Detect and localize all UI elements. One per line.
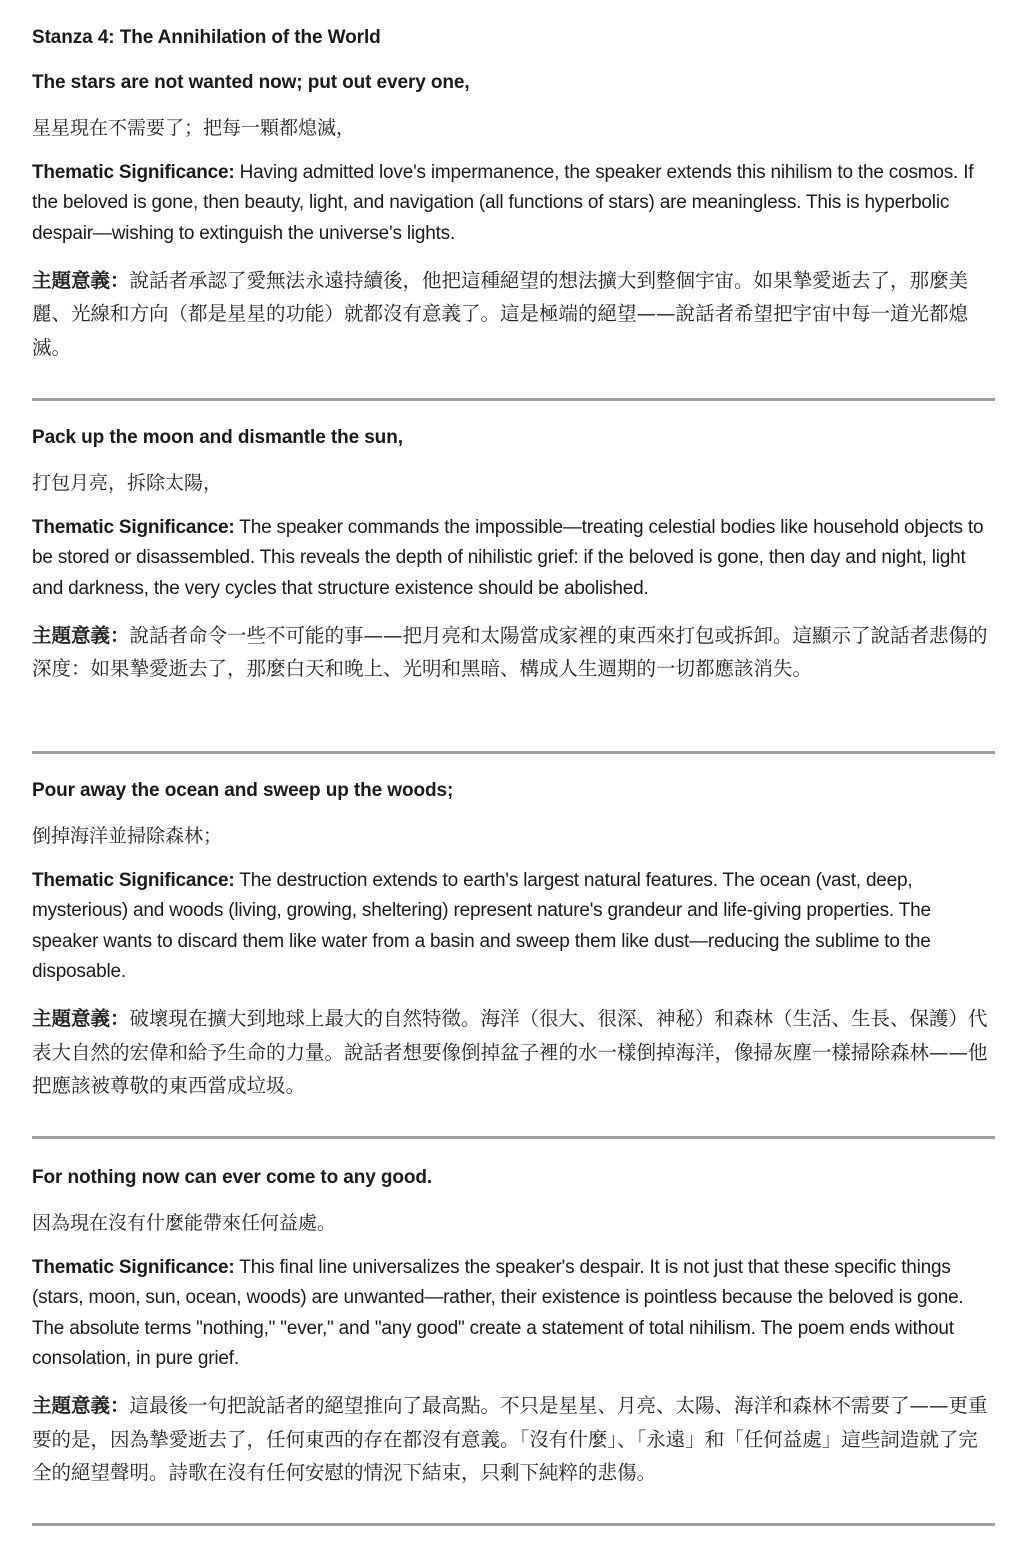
significance-zh	[32, 1002, 995, 1103]
section-divider	[32, 398, 995, 401]
poem-line-en: Pour away the ocean and sweep up the woods;	[32, 780, 454, 801]
significance-en	[32, 866, 995, 987]
significance-zh	[32, 264, 995, 365]
section-divider	[32, 751, 995, 754]
significance-text-en: The speaker commands the impossible—treating celestial bodies like household objects to be stored or disassembled. This reveals the depth of nihilistic grief: if the beloved is gone, then day and night, light and darkness, the very cycles that structure existence should be abolished.	[32, 517, 984, 599]
section-4	[32, 1164, 995, 1490]
significance-label-zh: 主題意義：	[32, 1394, 130, 1418]
significance-text-zh: 破壞現在擴大到地球上最大的自然特徵。海洋（很大、很深、神秘）和森林（生活、生長、保護）代表大自然的宏偉和給予生命的力量。說話者想要像倒掉盆子裡的水一樣倒掉海洋，像掃灰塵一樣掃除森林——他把應該被尊敬的東西當成垃圾。	[32, 1007, 988, 1098]
section-divider	[32, 1136, 995, 1139]
section-3	[32, 777, 995, 1103]
significance-label-en: Thematic Significance:	[32, 870, 235, 891]
significance-en	[32, 1253, 995, 1374]
significance-en	[32, 158, 995, 249]
significance-text-en: Having admitted love's impermanence, the speaker extends this nihilism to the cosmos. If the beloved is gone, then beauty, light, and navigation (all functions of stars) are meaningless. This is hyperbolic despair—wishing to extinguish the universe's lights.	[32, 162, 974, 244]
poem-line-zh: 星星現在不需要了；把每一顆都熄滅，	[32, 117, 356, 139]
significance-label-en: Thematic Significance:	[32, 517, 235, 538]
poem-line-en: For nothing now can ever come to any good.	[32, 1167, 433, 1188]
significance-en	[32, 513, 995, 604]
significance-label-en: Thematic Significance:	[32, 162, 235, 183]
significance-text-zh: 說話者承認了愛無法永遠持續後，他把這種絕望的想法擴大到整個宇宙。如果摯愛逝去了，那麼美麗、光線和方向（都是星星的功能）就都沒有意義了。這是極端的絕望——說話者希望把宇宙中每一道光都熄滅。	[32, 268, 969, 359]
section-divider	[32, 1523, 995, 1526]
significance-label-zh: 主題意義：	[32, 623, 130, 647]
significance-text-en: The destruction extends to earth's largest natural features. The ocean (vast, deep, mysterious) and woods (living, growing, sheltering) represent nature's grandeur and life-giving properties. The speaker wants to discard them like water from a basin and sweep them like dust—reducing the sublime to the disposable.	[32, 870, 931, 982]
poem-line-zh: 打包月亮，拆除太陽，	[32, 472, 223, 494]
significance-text-zh: 說話者命令一些不可能的事——把月亮和太陽當成家裡的東西來打包或拆卸。這顯示了說話者悲傷的深度：如果摯愛逝去了，那麼白天和晚上、光明和黑暗、構成人生週期的一切都應該消失。	[32, 623, 988, 681]
poem-line-zh: 因為現在沒有什麼能帶來任何益處。	[32, 1212, 337, 1234]
section-1	[32, 69, 995, 364]
significance-label-zh: 主題意義：	[32, 1007, 130, 1031]
poem-line-en: The stars are not wanted now; put out every one,	[32, 72, 470, 93]
stanza-title: Stanza 4: The Annihilation of the World	[32, 27, 381, 48]
significance-text-en: This final line universalizes the speaker's despair. It is not just that these specific things (stars, moon, sun, ocean, woods) are unwanted—rather, their existence is pointless because the beloved is gone. The absolute terms "nothing," "ever," and "any good" create a statement of total nihilism. The poem ends without consolation, in pure grief.	[32, 1257, 964, 1369]
poem-line-zh: 倒掉海洋並掃除森林；	[32, 825, 223, 847]
poem-line-en: Pack up the moon and dismantle the sun,	[32, 427, 403, 448]
significance-label-en: Thematic Significance:	[32, 1257, 235, 1278]
document-page	[32, 24, 995, 1485]
significance-label-zh: 主題意義：	[32, 268, 130, 292]
significance-zh	[32, 619, 995, 686]
significance-text-zh: 這最後一句把說話者的絕望推向了最高點。不只是星星、月亮、太陽、海洋和森林不需要了——更重要的是，因為摯愛逝去了，任何東西的存在都沒有意義。「沒有什麼」、「永遠」和「任何益處」這些詞造就了完全的絕望聲明。詩歌在沒有任何安慰的情況下結束，只剩下純粹的悲傷。	[32, 1394, 988, 1485]
section-2	[32, 424, 995, 686]
significance-zh	[32, 1389, 995, 1490]
